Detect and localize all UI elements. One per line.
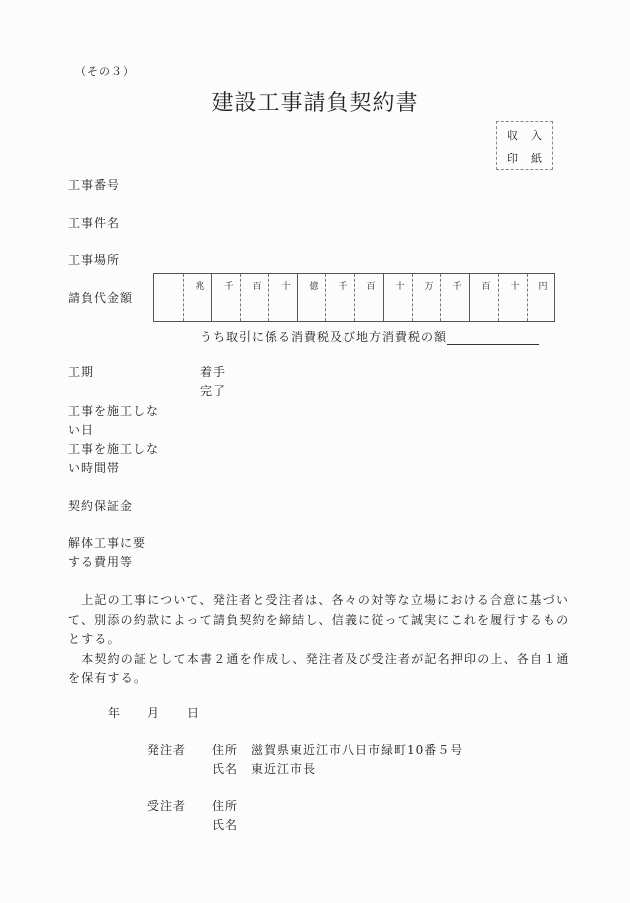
unit-label: 百	[481, 282, 491, 292]
body-line: 上記の工事について、発注者と受注者は、各々の対等な立場における合意に基づい	[68, 593, 570, 607]
contractor-name-label: 氏名	[212, 818, 239, 832]
label-period-start: 着手	[200, 365, 227, 379]
amount-table	[153, 273, 555, 322]
unit-label: 百	[366, 282, 376, 292]
unit-label: 十	[510, 282, 520, 292]
tax-note	[200, 328, 539, 345]
orderer-address-label: 住所	[212, 743, 239, 757]
stamp-char: 印	[507, 152, 518, 165]
orderer-name: 東近江市長	[251, 762, 317, 776]
label-non-work-hours-2: い時間帯	[68, 461, 121, 475]
stamp-char: 紙	[531, 152, 542, 165]
document-subtitle: （その３）	[75, 65, 135, 78]
unit-label: 十	[281, 282, 291, 292]
document-title: 建設工事請負契約書	[211, 91, 419, 116]
unit-label: 百	[252, 282, 262, 292]
label-period: 工期	[68, 365, 95, 379]
orderer-name-label: 氏名	[212, 762, 239, 776]
label-non-work-days: 工事を施工しな	[68, 404, 160, 418]
contractor-address-label: 住所	[212, 799, 239, 813]
stamp-char: 入	[531, 129, 542, 142]
orderer-address: 滋賀県東近江市八日市緑町10番５号	[251, 743, 464, 757]
date-day: 日	[187, 706, 201, 720]
unit-label: 億	[309, 282, 319, 292]
date-month: 月	[147, 706, 161, 720]
label-contract-amount: 請負代金額	[68, 291, 134, 305]
label-deposit: 契約保証金	[68, 499, 134, 513]
unit-label: 兆	[195, 282, 205, 292]
orderer-role: 発注者	[147, 743, 187, 757]
unit-label: 十	[395, 282, 405, 292]
tax-note-label: うち取引に係る消費税及び地方消費税の額	[200, 330, 448, 344]
body-line: て、別添の約款によって請負契約を締結し、信義に従って誠実にこれを履行するもの	[68, 612, 570, 627]
contractor-role: 受注者	[147, 799, 187, 813]
unit-label: 万	[424, 282, 434, 292]
label-project-number: 工事番号	[68, 178, 121, 192]
label-demolition: 解体工事に要	[68, 536, 147, 550]
unit-label: 千	[338, 282, 348, 292]
unit-label: 千	[452, 282, 462, 292]
body-line: とする。	[68, 632, 121, 646]
label-period-end: 完了	[200, 384, 227, 398]
label-non-work-days-2: い日	[68, 423, 95, 437]
unit-label: 円	[538, 282, 548, 292]
unit-label: 千	[224, 282, 234, 292]
revenue-stamp-box	[496, 121, 553, 170]
label-demolition-2: する費用等	[68, 555, 134, 569]
stamp-char: 収	[507, 129, 518, 142]
date-year: 年	[108, 706, 122, 720]
label-project-name: 工事件名	[68, 216, 121, 230]
tax-amount-blank[interactable]	[447, 332, 539, 345]
body-paragraph-1	[68, 591, 570, 689]
label-project-location: 工事場所	[68, 253, 121, 267]
body-line: 本契約の証として本書２通を作成し、発注者及び受注者が記名押印の上、各自１通	[68, 651, 570, 666]
label-non-work-hours: 工事を施工しな	[68, 442, 160, 456]
body-line: を保有する。	[68, 671, 148, 685]
